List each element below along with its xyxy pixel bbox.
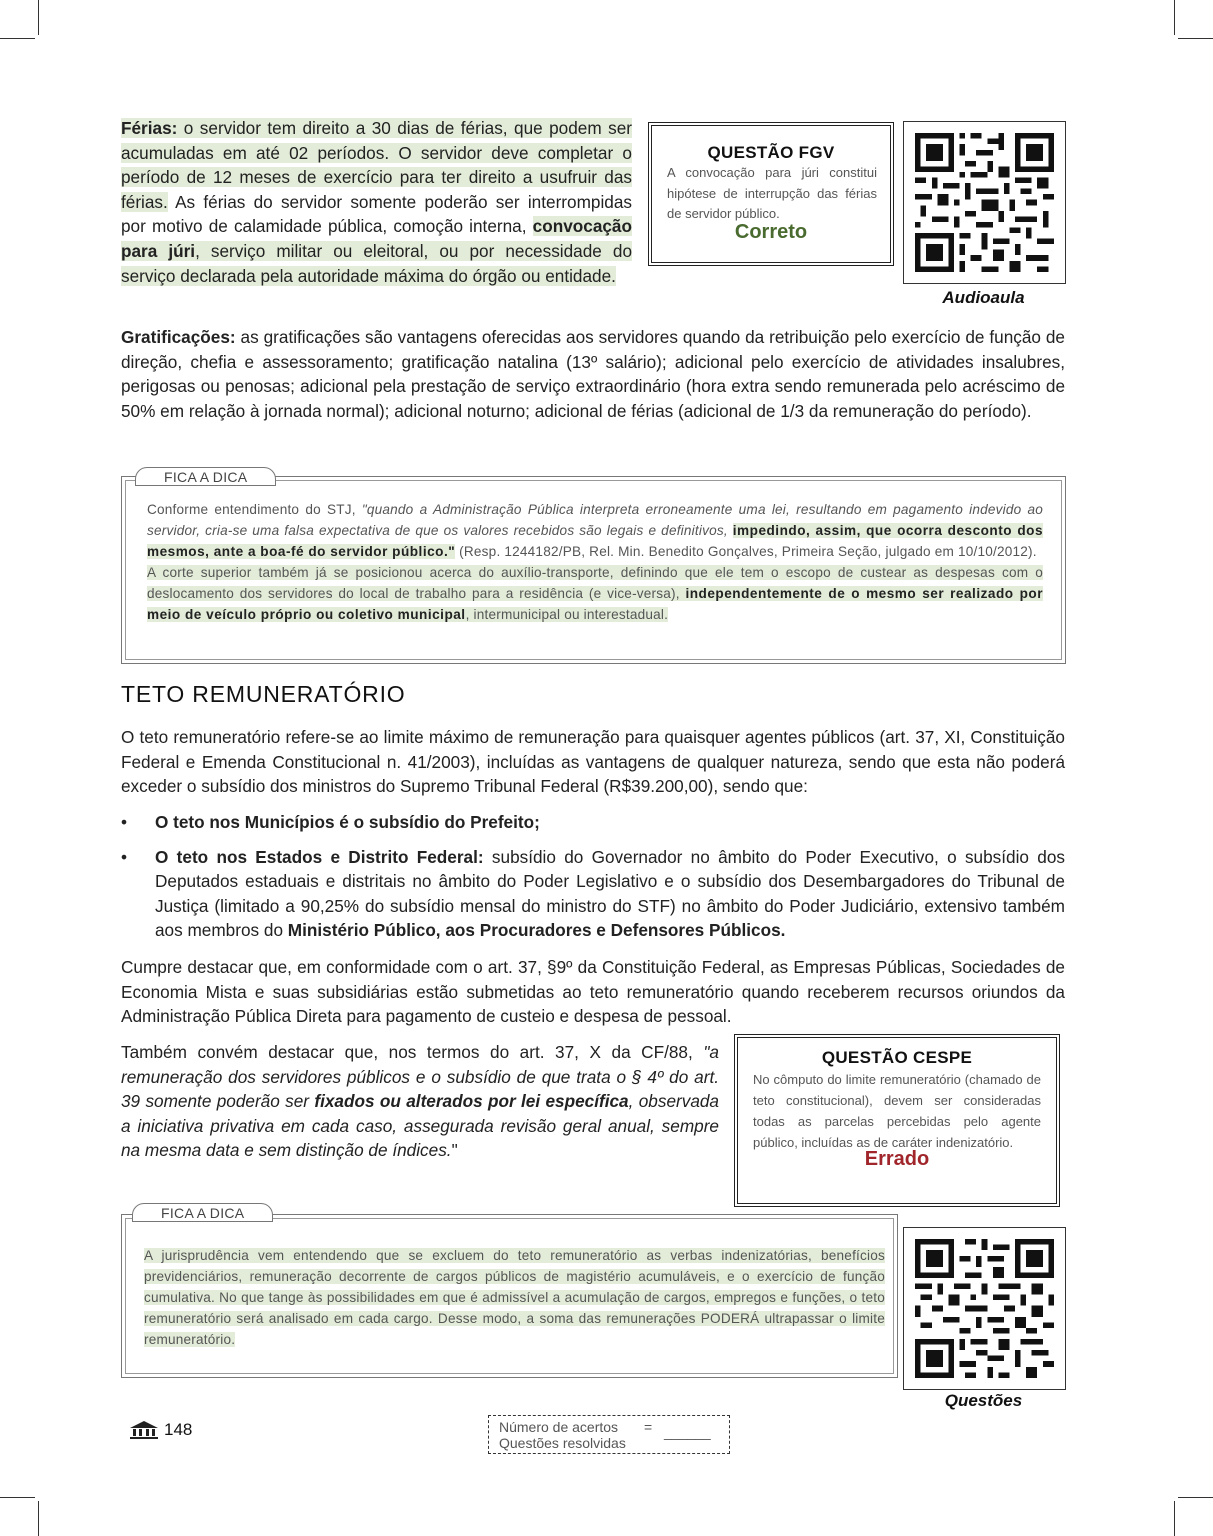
dica-1-quote: "quando a Administração Pública interpreta erroneamente uma lei, resultando em pagamento indevido ao servidor, cria-se uma falsa expectativa de que os valores recebidos são legais e definitivos,: [147, 502, 1043, 538]
building-columns-icon: [128, 1420, 160, 1440]
ferias-text-2: As férias do servidor somente poderão ser interrompidas por motivo de calamidade pública, comoção interna,: [121, 191, 632, 237]
bullet-2-bold: Ministério Público, aos Procuradores e Defensores Públicos.: [287, 920, 786, 941]
score-correct-label: Número de acertos: [499, 1419, 619, 1435]
cumpre-paragraph: Cumpre destacar que, em conformidade com o art. 37, §9º da Constituição Federal, as Empresas Públicas, Sociedades de Economia Mista e suas subsidiárias estão submetidas ao teto remuneratório quando receberem recursos oriundos da Administração Pública Direta para pagamento de custeio e despesa de pessoal.: [121, 957, 1065, 1027]
crop-mark: [1178, 1497, 1213, 1498]
dica-1-highlight: [147, 565, 1043, 622]
dica-2-text: A jurisprudência vem entendendo que se excluem do teto remuneratório as verbas indenizatórias, benefícios previdenciários, remuneração decorrente de cargos públicos de magistério acumuláveis, e o exercício de função cumulativa. No que tange às possibilidades em que é admissível a acumulação de cargos, empregos e funções, o teto remuneratório será analisado em cada cargo. Desse modo, a soma das remunerações PODERÁ ultrapassar o limite remuneratório.: [144, 1248, 885, 1347]
tambem-paragraph: [121, 1040, 719, 1163]
score-blank: ______: [664, 1424, 711, 1440]
ferias-text-3: , serviço militar ou eleitoral, ou por necessidade do serviço declarada pela autoridade máxima do órgão ou entidade.: [121, 240, 632, 286]
ferias-label: Férias:: [121, 118, 178, 138]
questao-fgv-text: A convocação para júri constitui hipótese de interrupção das férias de servidor público.: [667, 165, 877, 221]
qr-code-icon: [904, 122, 1065, 283]
crop-mark: [1174, 1501, 1175, 1536]
dica-1-text-2: A corte superior também já se posicionou acerca do auxílio-transporte, definindo que ele tem o escopo de custear as despesas com o deslocamento dos servidores do local de trabalho para a residência (e vice-versa),: [147, 565, 1043, 601]
dica-1-content: [147, 499, 1043, 625]
dica-1-bold-2: independentemente de o mesmo ser realizado por meio de veículo próprio ou coletivo municipal: [147, 586, 1043, 622]
tambem-quote: "a remuneração dos servidores públicos e o subsídio de que trata o § 4º do art. 39 somente poderão ser: [121, 1042, 719, 1112]
gratificacoes-text: as gratificações são vantagens oferecidas aos servidores quando da retribuição pelo exercício de função de direção, chefia e assessoramento; gratificação natalina (13º salário); adicional pelo exercício de atividades insalubres, perigosas ou penosas; adicional pela prestação de serviço extraordinário (hora extra sendo remunerada pelo acréscimo de 50% em relação à jornada normal); adicional noturno; adicional de férias (adicional de 1/3 da remuneração do período).: [121, 327, 1065, 421]
qr-code-icon: [904, 1228, 1065, 1389]
page-number: 148: [164, 1420, 193, 1439]
score-resolved-label: Questões resolvidas: [499, 1435, 626, 1451]
bullet-dot: •: [121, 846, 128, 867]
qr-label-audioaula: Audioaula: [942, 288, 1025, 307]
bullet-2-content: [155, 845, 1065, 943]
list-item: [121, 810, 1065, 835]
questao-cespe-text: No cômputo do limite remuneratório (chamado de teto constitucional), devem ser consideradas todas as parcelas percebidas pelo agente público, incluídas as de caráter indenizatório.: [753, 1072, 1041, 1150]
fica-a-dica-box-2: [121, 1214, 898, 1378]
crop-mark: [38, 1501, 39, 1536]
dica-1-text: Conforme entendimento do STJ,: [147, 502, 362, 517]
tambem-text: Também convém destacar que, nos termos do art. 37, X da CF/88,: [121, 1042, 704, 1062]
fica-a-dica-box-1: [121, 476, 1066, 664]
bullet-2-text: subsídio do Governador no âmbito do Poder Executivo, o subsídio dos Deputados estaduais e distritais no âmbito do Poder Legislativo e o subsídio dos Desembargadores do Tribunal de Justiça (limitado a 90,25% do subsídio mensal do ministro do STF) no âmbito do Poder Judiciário, extensivo também aos membros do: [155, 846, 1065, 941]
dica-1-citation: (Resp. 1244182/PB, Rel. Min. Benedito Gonçalves, Primeira Seção, julgado em 10/10/2012).: [455, 544, 1037, 559]
dica-1-text-3: , intermunicipal ou interestadual.: [465, 607, 669, 622]
qr-code-questoes[interactable]: [903, 1227, 1066, 1390]
dica-2-content: [144, 1245, 885, 1350]
fica-a-dica-tab-1: FICA A DICA: [135, 467, 276, 486]
ferias-paragraph: [121, 116, 632, 288]
questao-fgv-box: [648, 122, 894, 266]
gratificacoes-label: Gratificações:: [121, 327, 236, 347]
ferias-bold: convocação para júri: [121, 216, 632, 261]
ferias-text: o servidor tem direito a 30 dias de férias, que podem ser acumuladas em até 02 períodos. O servidor deve completar o período de 12 meses de exercício para ter direito a usufruir das férias.: [121, 118, 632, 212]
questao-fgv-answer: Correto: [734, 220, 808, 243]
crop-mark: [1174, 0, 1175, 35]
questao-cespe-box: [734, 1034, 1060, 1207]
bullet-1-text: O teto nos Municípios é o subsídio do Prefeito;: [155, 812, 540, 832]
crop-mark: [0, 38, 35, 39]
page-number-block: [128, 1420, 192, 1440]
bullet-2-label: O teto nos Estados e Distrito Federal:: [155, 846, 484, 867]
tambem-close: ": [451, 1140, 458, 1161]
bullet-list: [121, 810, 1065, 943]
score-box: [488, 1415, 730, 1454]
tambem-bold: fixados ou alterados por lei específica: [314, 1091, 629, 1112]
list-item: [121, 845, 1065, 943]
fica-a-dica-tab-2: FICA A DICA: [132, 1203, 273, 1222]
dica-1-bold: impedindo, assim, que ocorra desconto dos mesmos, ante a boa-fé do servidor público.": [147, 523, 1044, 559]
crop-mark: [0, 1497, 35, 1498]
questao-cespe-title: QUESTÃO CESPE: [821, 1048, 973, 1067]
tambem-quote-2: , observada a iniciativa privativa em cada caso, assegurada revisão geral anual, sempre na mesma data e sem distinção de índices.: [121, 1091, 719, 1161]
qr-code-audioaula[interactable]: [903, 121, 1066, 284]
questao-fgv-title: QUESTÃO FGV: [707, 143, 835, 162]
qr-label-questoes: Questões: [944, 1391, 1023, 1410]
crop-mark: [1178, 38, 1213, 39]
teto-intro-paragraph: O teto remuneratório refere-se ao limite máximo de remuneração para quaisquer agentes públicos (art. 37, XI, Constituição Federal e Emenda Constitucional n. 41/2003), incluídas as vantagens de qualquer natureza, sendo que esta não poderá exceder o subsídio dos ministros do Supremo Tribunal Federal (R$39.200,00), sendo que:: [121, 727, 1065, 797]
section-title: TETO REMUNERATÓRIO: [121, 681, 406, 707]
score-equals: =: [644, 1419, 653, 1435]
gratificacoes-paragraph: [121, 325, 1065, 423]
crop-mark: [38, 0, 39, 35]
questao-cespe-answer: Errado: [864, 1148, 930, 1170]
bullet-dot: •: [121, 812, 128, 832]
